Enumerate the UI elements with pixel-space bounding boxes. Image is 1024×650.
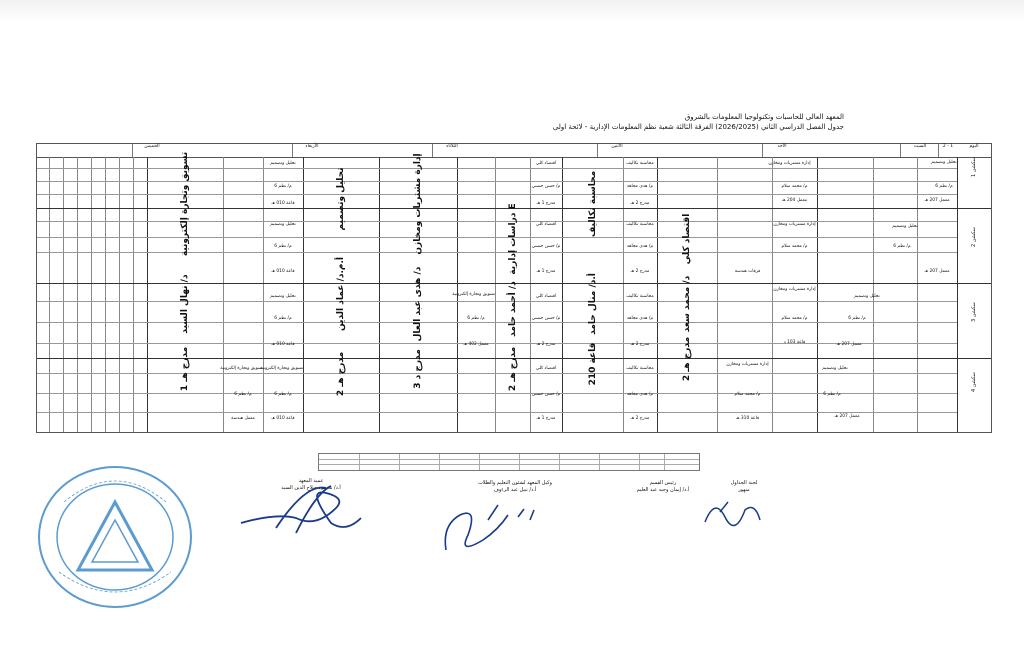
day-label: الأحد: [762, 144, 801, 157]
class-cell: م/ نظم 6: [274, 392, 292, 397]
class-cell: م/ هدى مجاهد: [626, 316, 654, 321]
institute-seal: [34, 462, 196, 612]
class-cell: قاعة 103 د: [783, 340, 806, 345]
class-cell: إدارة مشتريات ومخازن: [773, 222, 816, 227]
class-cell: مدرج 1 هـ: [536, 269, 556, 274]
class-cell: تحليل وتصميم: [822, 366, 848, 371]
class-cell: مدرج 1 هـ: [536, 201, 556, 206]
class-cell: إدارة مشتريات ومخازن: [773, 287, 816, 292]
class-cell: مدرج 2 هـ: [630, 269, 650, 274]
lecture-title: محاسبة تكاليف: [588, 170, 598, 238]
class-cell: تسويق وتجارة إلكترونية: [260, 366, 303, 371]
class-cell: اقتصاد كلي: [535, 222, 557, 227]
class-cell: م/ حسن حسني: [531, 316, 561, 321]
class-cell: مدرج 2 هـ: [630, 416, 650, 421]
class-cell: محاسبة تكاليف: [626, 366, 654, 371]
class-cell: مدرج 2 هـ: [630, 201, 650, 206]
lecture-doctor: أ.م.د/ عماد الدين: [336, 256, 346, 332]
class-cell: اقتصاد كلي: [535, 294, 557, 299]
class-cell: قاعة 010 هـ: [271, 342, 295, 347]
class-cell: تحليل وتصميم: [931, 160, 957, 165]
day-label: السبت: [900, 144, 939, 157]
class-cell: قاعة 310 هـ: [735, 416, 760, 421]
class-cell: تحليل وتصميم: [892, 224, 918, 229]
lecture-room: مدرج هـ 2: [508, 346, 518, 392]
day-col-header: اليوم: [969, 144, 979, 149]
day-label: الثلاثاء: [432, 144, 471, 157]
class-cell: قاعة 010 هـ: [271, 201, 295, 206]
class-cell: مدرج 2 هـ: [536, 342, 556, 347]
institute-name: المعهد العالى للحاسبات وتكنولوجيا المعلومات بالشروق: [684, 113, 844, 121]
class-cell: م/ نظم 6: [848, 316, 866, 321]
class-cell: م/ نظم 6: [274, 184, 292, 189]
section-label: سكشن 1: [971, 157, 977, 177]
dean-label: عميد المعهد أ.د/ محمود صلاح الدين السيد: [281, 478, 341, 491]
class-cell: محاسبة تكاليف: [626, 294, 654, 299]
lecture-room: مدرج هـ 2: [336, 351, 346, 397]
class-cell: م/ نظم 6: [467, 316, 485, 321]
committee-label: لجنة الجداول منهور: [730, 480, 758, 493]
class-cell: م/ حسن حسني: [531, 244, 561, 249]
lecture-doctor: د/ نهال السيد: [180, 274, 190, 334]
schedule-table: [36, 143, 992, 433]
class-cell: م/ محمد سلام: [781, 184, 808, 189]
schedule-title: جدول الفصل الدراسي الثاني (2026/2025) الفرقة الثالثة شعبة نظم المعلومات الإدارية - لائحة اولى: [552, 123, 844, 131]
class-cell: محاسبة تكاليف: [626, 222, 654, 227]
lecture-room: مدرج هـ 2: [682, 336, 692, 382]
class-cell: مدرج 2 هـ: [630, 342, 650, 347]
class-cell: محاسبة تكاليف: [626, 161, 654, 166]
dean-signature: [236, 478, 366, 538]
lecture-doctor: د/ محمد سعد: [682, 275, 692, 333]
class-cell: قاعة 010 هـ: [271, 416, 295, 421]
class-cell: م/ نظم 6: [274, 316, 292, 321]
lecture-title: إدارة مشتريات ومخازن: [413, 153, 423, 255]
class-cell: فرقات هندسة: [734, 269, 761, 274]
class-cell: اقتصاد كلي: [535, 366, 557, 371]
day-label: الأربعاء: [292, 144, 331, 157]
class-cell: تحليل وتصميم: [854, 294, 880, 299]
class-cell: تسويق وتجارة إلكترونية: [452, 292, 495, 297]
class-cell: م/ نظم 6: [935, 184, 953, 189]
class-cell: تحليل وتصميم: [270, 222, 296, 227]
page-edge: [0, 0, 1024, 22]
class-cell: م/ محمد سلام: [781, 316, 808, 321]
class-cell: إدارة مشتريات ومخازن: [768, 161, 811, 166]
lecture-title: اقتصاد كلي: [682, 213, 692, 265]
class-cell: م/ نظم 6: [823, 392, 841, 397]
lecture-title: تسويق وتجارة إلكترونية: [180, 151, 190, 257]
class-cell: م/ هدى مجاهد: [626, 184, 654, 189]
committee-signature: [700, 492, 770, 532]
class-cell: تحليل وتصميم: [270, 161, 296, 166]
class-cell: معمل 207 هـ: [834, 414, 860, 419]
class-cell: معمل 204 هـ: [781, 198, 808, 203]
class-cell: م/ نظم 6: [274, 244, 292, 249]
lecture-title: تحليل وتصميم: [336, 167, 346, 231]
class-cell: مدرج 1 هـ: [536, 416, 556, 421]
period-label: 2 - 1: [938, 144, 957, 157]
vice-label: وكيل المعهد لشئون التعليم والطلاب أ.د/ نبيل عبد الرءوف: [478, 480, 552, 493]
lecture-room: قاعة 210: [588, 342, 598, 386]
class-cell: م/ نظم 6: [893, 244, 911, 249]
day-label: الاثنين: [597, 144, 636, 157]
class-cell: معمل 207 هـ: [836, 342, 862, 347]
lecture-doctor: د/ هدى عبد العال: [413, 266, 423, 342]
day-label: الخميس: [132, 144, 171, 157]
class-cell: معمل 207 هـ: [924, 198, 950, 203]
lecture-title: دراسات إدارية E: [508, 203, 518, 275]
lecture-room: مدرج د 3: [413, 349, 423, 389]
class-cell: معمل 402 هـ: [463, 342, 489, 347]
class-cell: م/ حسن حسني: [531, 184, 561, 189]
section-label: سكشن 3: [971, 302, 977, 322]
class-cell: قاعة 010 هـ: [271, 269, 295, 274]
section-label: سكشن 2: [971, 227, 977, 247]
lecture-doctor: أ.د/ منال حامد: [588, 273, 598, 335]
class-cell: م/ حسن حسني: [531, 392, 561, 397]
section-label: سكشن 4: [971, 372, 977, 392]
class-cell: معمل هندسة: [231, 416, 255, 421]
summary-mini-table: [318, 453, 700, 471]
class-cell: إدارة مشتريات ومخازن: [726, 362, 769, 367]
class-cell: اقتصاد كلي: [535, 161, 557, 166]
lecture-room: مدرج هـ 1: [180, 346, 190, 392]
class-cell: م/ نظم 6: [234, 392, 252, 397]
vice-signature: [438, 495, 548, 560]
head-label: رئيس القسم أ.د/ إيمان وجيه عبد العليم: [636, 480, 690, 493]
class-cell: معمل 207 هـ: [924, 269, 950, 274]
class-cell: م/ هدى مجاهد: [626, 244, 654, 249]
lecture-doctor: د/ أحمد حامد: [508, 281, 518, 337]
class-cell: تحليل وتصميم: [270, 294, 296, 299]
class-cell: م/ هدى مجاهد: [626, 392, 654, 397]
class-cell: م/ محمد سلام: [734, 392, 761, 397]
schedule-header: [324, 112, 844, 132]
class-cell: تسويق وتجارة إلكترونية: [220, 366, 263, 371]
class-cell: م/ محمد سلام: [781, 244, 808, 249]
